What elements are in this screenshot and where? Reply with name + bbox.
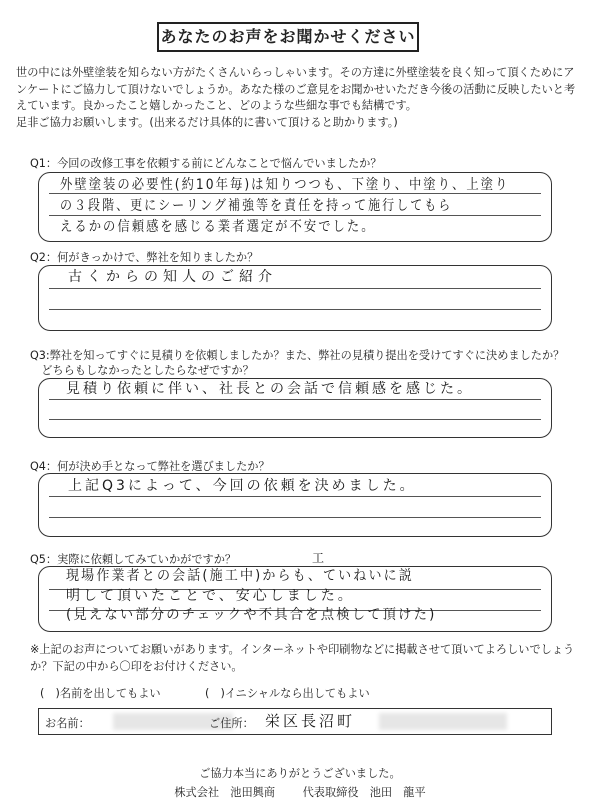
ruled-line bbox=[49, 309, 541, 310]
ruled-line bbox=[49, 419, 541, 420]
ruled-line bbox=[49, 399, 541, 400]
publication-permission-note: ※上記のお声についてお願いがあります。インターネットや印刷物などに掲載させて頂いてよろしいでしょう か？下記の中から〇印をお付けください。 bbox=[30, 643, 575, 673]
thanks-message: ご協力本当にありがとうございました。 bbox=[199, 767, 401, 780]
question-1-label: Q1：今回の改修工事を依頼する前にどんなことで悩んでいましたか？ bbox=[30, 157, 382, 170]
company-signature bbox=[0, 784, 600, 800]
question-5-correction-note: 工 bbox=[312, 551, 327, 565]
question-1-answer-line-1: 外壁塗装の必要性(約10年毎)は知りつつも、下塗り、中塗り、上塗り bbox=[60, 177, 510, 193]
question-3-answer-line-1: 見積り依頼に伴い、社長との会話で信頼感を感じた。 bbox=[66, 381, 474, 397]
address-value: 栄区長沼町 bbox=[265, 712, 356, 730]
question-5-answer-line-3: (見えない部分のチェックや不具合を点検して頂けた) bbox=[66, 607, 437, 623]
option-name-ok[interactable]: ( )名前を出してもよい bbox=[40, 687, 161, 700]
question-5-answer-line-2: 明して頂いたことで、安心しました。 bbox=[66, 588, 355, 604]
question-3-label: Q3:弊社を知ってすぐに見積りを依頼しましたか？また、弊社の見積り提出を受けてすぐに決めましたか？ どちらもしなかったとしたらなぜですか？ bbox=[30, 349, 565, 377]
intro-text: 世の中には外壁塗装を知らない方がたくさんいらっしゃいます。その方達に外壁塗装を良く知って頂くためにア ンケートにご協力して頂けないでしょうか。あなた様のご意見をお聞かせいただき今後の活動に反映したいと考 えています。良かったこと嬉しかったこと、どのような些細な事でも結構です。 足非ご協力お願いします。(出来るだけ具体的に書いて頂けると助かります。) bbox=[16, 66, 576, 129]
question-4-answer-line-1: 上記Q3によって、今回の依頼を決めました。 bbox=[68, 478, 417, 494]
redacted-address bbox=[379, 713, 507, 730]
question-2-answer-line-1: 古くからの知人のご紹介 bbox=[68, 269, 277, 285]
option-initials-ok[interactable]: ( )イニシャルなら出してもよい bbox=[205, 687, 370, 700]
question-1-answer-line-2: の３段階、更にシーリング補強等を責任を持って施行してもら bbox=[60, 198, 453, 214]
question-1-answer-line-3: えるかの信頼感を感じる業者選定が不安でした。 bbox=[60, 219, 376, 235]
ruled-line bbox=[49, 496, 541, 497]
question-5-answer-line-1: 現場作業者との会話(施工中)からも、ていねいに説 bbox=[66, 568, 414, 584]
question-5-label: Q5：実際に依頼してみていかがですか？ bbox=[30, 553, 237, 566]
name-address-box bbox=[38, 708, 552, 735]
representative-name: 代表取締役 池田 龍平 bbox=[302, 786, 426, 799]
company-name: 株式会社 池田興商 bbox=[174, 786, 276, 799]
question-4-label: Q4：何が決め手となって弊社を選びましたか？ bbox=[30, 460, 270, 473]
survey-title: あなたのお声をお聞かせください bbox=[157, 22, 419, 52]
question-2-label: Q2：何がきっかけで、弊社を知りましたか？ bbox=[30, 251, 259, 264]
ruled-line bbox=[49, 517, 541, 518]
ruled-line bbox=[49, 288, 541, 289]
address-label: ご住所： bbox=[209, 717, 254, 730]
name-label: お名前： bbox=[45, 717, 90, 730]
